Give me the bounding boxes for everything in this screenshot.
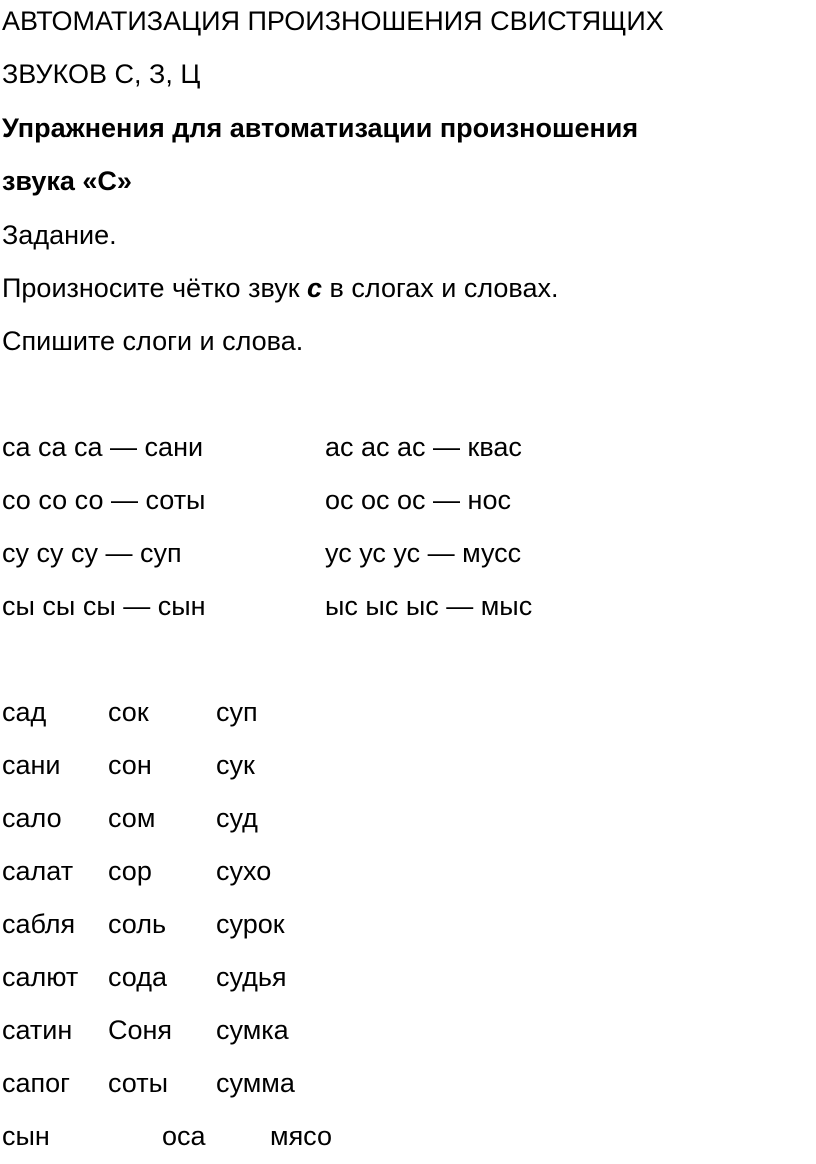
word-col3-4: сухо — [216, 856, 272, 886]
subtitle-line-1: Упражнения для автоматизации произношения — [2, 113, 639, 143]
word-col2-7: Соня — [108, 1015, 173, 1045]
word-col3-2: сук — [216, 750, 255, 780]
word-col1-6: салют — [2, 962, 79, 992]
word-col3-7: сумка — [216, 1015, 289, 1045]
task-instruction — [2, 275, 558, 302]
word-col1-3: сало — [2, 803, 62, 833]
word-col3-8: сумма — [216, 1068, 295, 1098]
instruction-text-before: Произносите чётко звук — [2, 273, 308, 303]
word-last-2: оса — [162, 1121, 206, 1151]
syllable-left-1: са са са — сани — [2, 432, 204, 462]
word-col2-8: соты — [108, 1068, 168, 1098]
word-last-1: сын — [2, 1121, 50, 1151]
syllable-right-4: ыс ыс ыс — мыс — [325, 591, 533, 621]
instruction-sound: с — [307, 273, 323, 303]
word-col1-8: сапог — [2, 1068, 71, 1098]
syllable-left-3: су су су — суп — [2, 538, 182, 568]
word-col1-7: сатин — [2, 1015, 73, 1045]
word-col3-3: суд — [216, 803, 258, 833]
word-col3-6: судья — [216, 962, 287, 992]
word-col2-3: сом — [108, 803, 156, 833]
syllable-left-4: сы сы сы — сын — [2, 591, 206, 621]
title-line-2: ЗВУКОВ С, З, Ц — [2, 59, 201, 89]
instruction-text-after: в слогах и словах. — [322, 273, 559, 303]
word-col3-1: суп — [216, 697, 258, 727]
title-line-1: АВТОМАТИЗАЦИЯ ПРОИЗНОШЕНИЯ СВИСТЯЩИХ — [2, 6, 664, 36]
word-col2-2: сон — [108, 750, 152, 780]
subtitle-line-2: звука «С» — [2, 166, 132, 196]
syllable-right-2: ос ос ос — нос — [325, 485, 511, 515]
word-col2-6: сода — [108, 962, 167, 992]
word-col1-4: салат — [2, 856, 74, 886]
word-col1-2: сани — [2, 750, 61, 780]
syllable-left-2: со со со — соты — [2, 485, 206, 515]
word-col2-1: сок — [108, 697, 149, 727]
word-col2-4: сор — [108, 856, 152, 886]
word-col2-5: соль — [108, 909, 167, 939]
word-col3-5: сурок — [216, 909, 285, 939]
word-col1-1: сад — [2, 697, 47, 727]
syllable-right-1: ас ас ас — квас — [325, 432, 522, 462]
word-last-3: мясо — [270, 1121, 333, 1151]
syllable-right-3: ус ус ус — мусс — [325, 538, 522, 568]
word-col1-5: сабля — [2, 909, 76, 939]
task-instruction-2: Спишите слоги и слова. — [2, 326, 304, 356]
task-label: Задание. — [2, 220, 117, 250]
